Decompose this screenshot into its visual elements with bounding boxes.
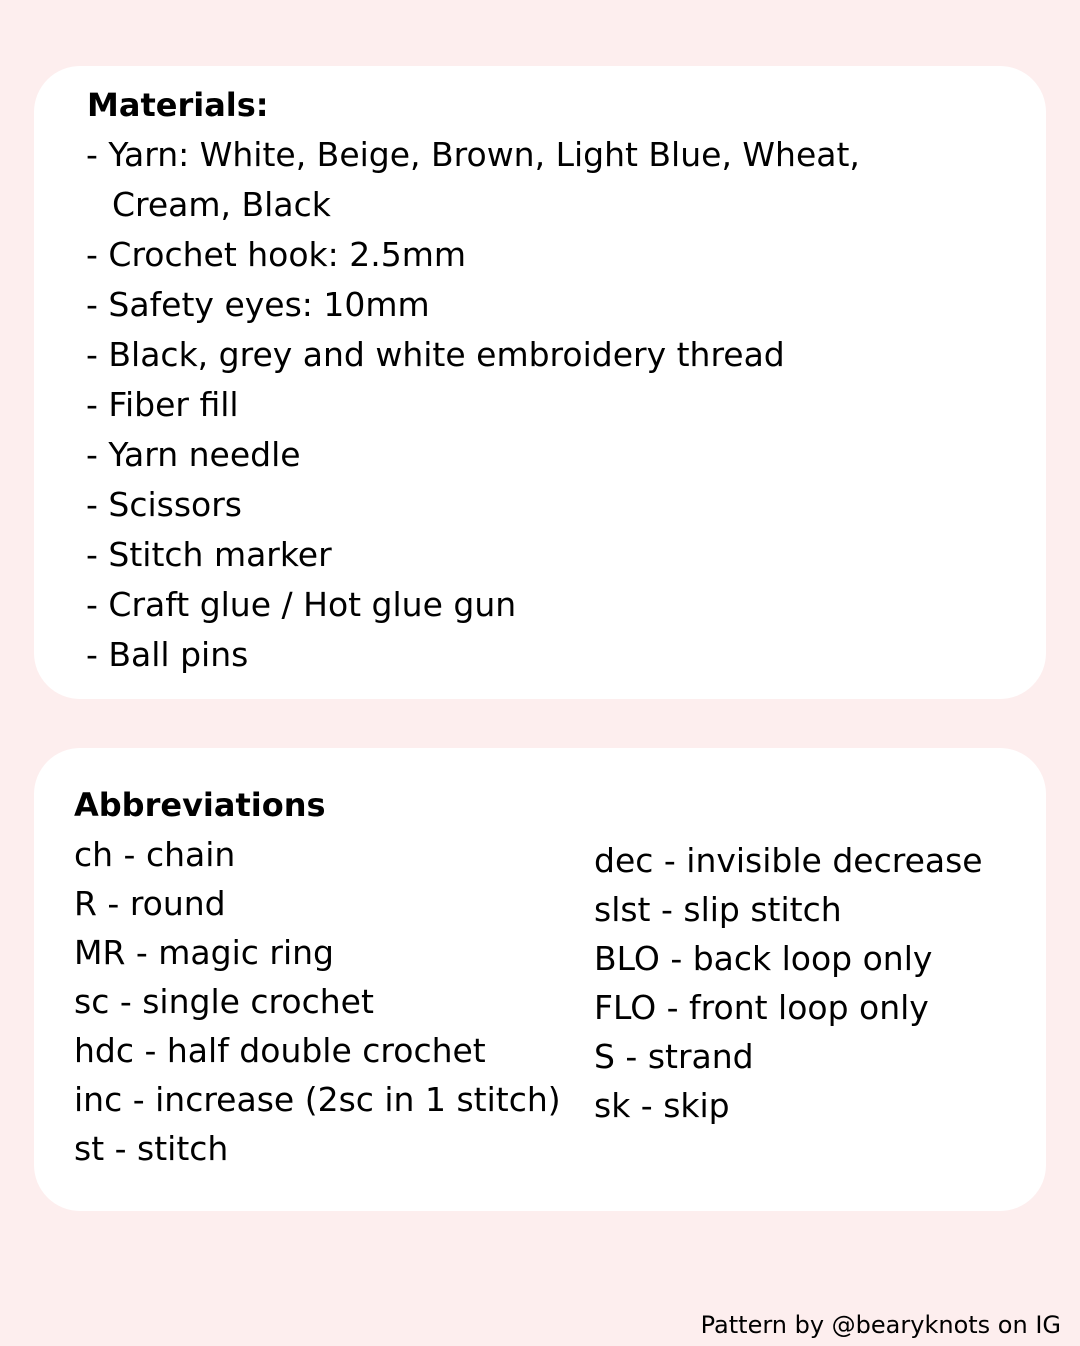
materials-item-glue: - Craft glue / Hot glue gun: [86, 585, 517, 624]
abbreviations-left-column: [74, 830, 561, 1173]
abbreviations-right-column: [594, 836, 983, 1130]
abbreviation-item: dec - invisible decrease: [594, 841, 983, 880]
abbreviation-item: st - stitch: [74, 1129, 229, 1168]
abbreviation-item: BLO - back loop only: [594, 939, 933, 978]
materials-item-hook: - Crochet hook: 2.5mm: [86, 235, 467, 274]
abbreviation-item: hdc - half double crochet: [74, 1031, 486, 1070]
materials-item-stitch-marker: - Stitch marker: [86, 535, 332, 574]
abbreviation-item: R - round: [74, 884, 226, 923]
abbreviation-item: ch - chain: [74, 835, 236, 874]
abbreviation-item: inc - increase (2sc in 1 stitch): [74, 1080, 561, 1119]
abbreviation-item: slst - slip stitch: [594, 890, 842, 929]
materials-item-thread: - Black, grey and white embroidery thread: [86, 335, 785, 374]
materials-item-scissors: - Scissors: [86, 485, 242, 524]
materials-item-text-continued: Cream, Black: [112, 185, 331, 224]
abbreviations-card: [34, 748, 1046, 1211]
abbreviation-item: S - strand: [594, 1037, 754, 1076]
materials-item-fiber-fill: - Fiber fill: [86, 385, 239, 424]
materials-title: Materials:: [87, 86, 269, 124]
materials-item-ball-pins: - Ball pins: [86, 635, 249, 674]
abbreviation-item: sc - single crochet: [74, 982, 374, 1021]
abbreviations-title: Abbreviations: [74, 786, 326, 824]
materials-item-yarn-needle: - Yarn needle: [86, 435, 301, 474]
footer-credit: Pattern by @bearyknots on IG: [700, 1311, 1061, 1339]
materials-item-yarn: [86, 130, 860, 230]
abbreviation-item: FLO - front loop only: [594, 988, 929, 1027]
materials-card: [34, 66, 1046, 699]
materials-item-text: - Yarn: White, Beige, Brown, Light Blue, Wheat,: [86, 135, 860, 174]
materials-list: [86, 130, 860, 680]
materials-item-eyes: - Safety eyes: 10mm: [86, 285, 430, 324]
abbreviation-item: MR - magic ring: [74, 933, 335, 972]
abbreviation-item: sk - skip: [594, 1086, 730, 1125]
